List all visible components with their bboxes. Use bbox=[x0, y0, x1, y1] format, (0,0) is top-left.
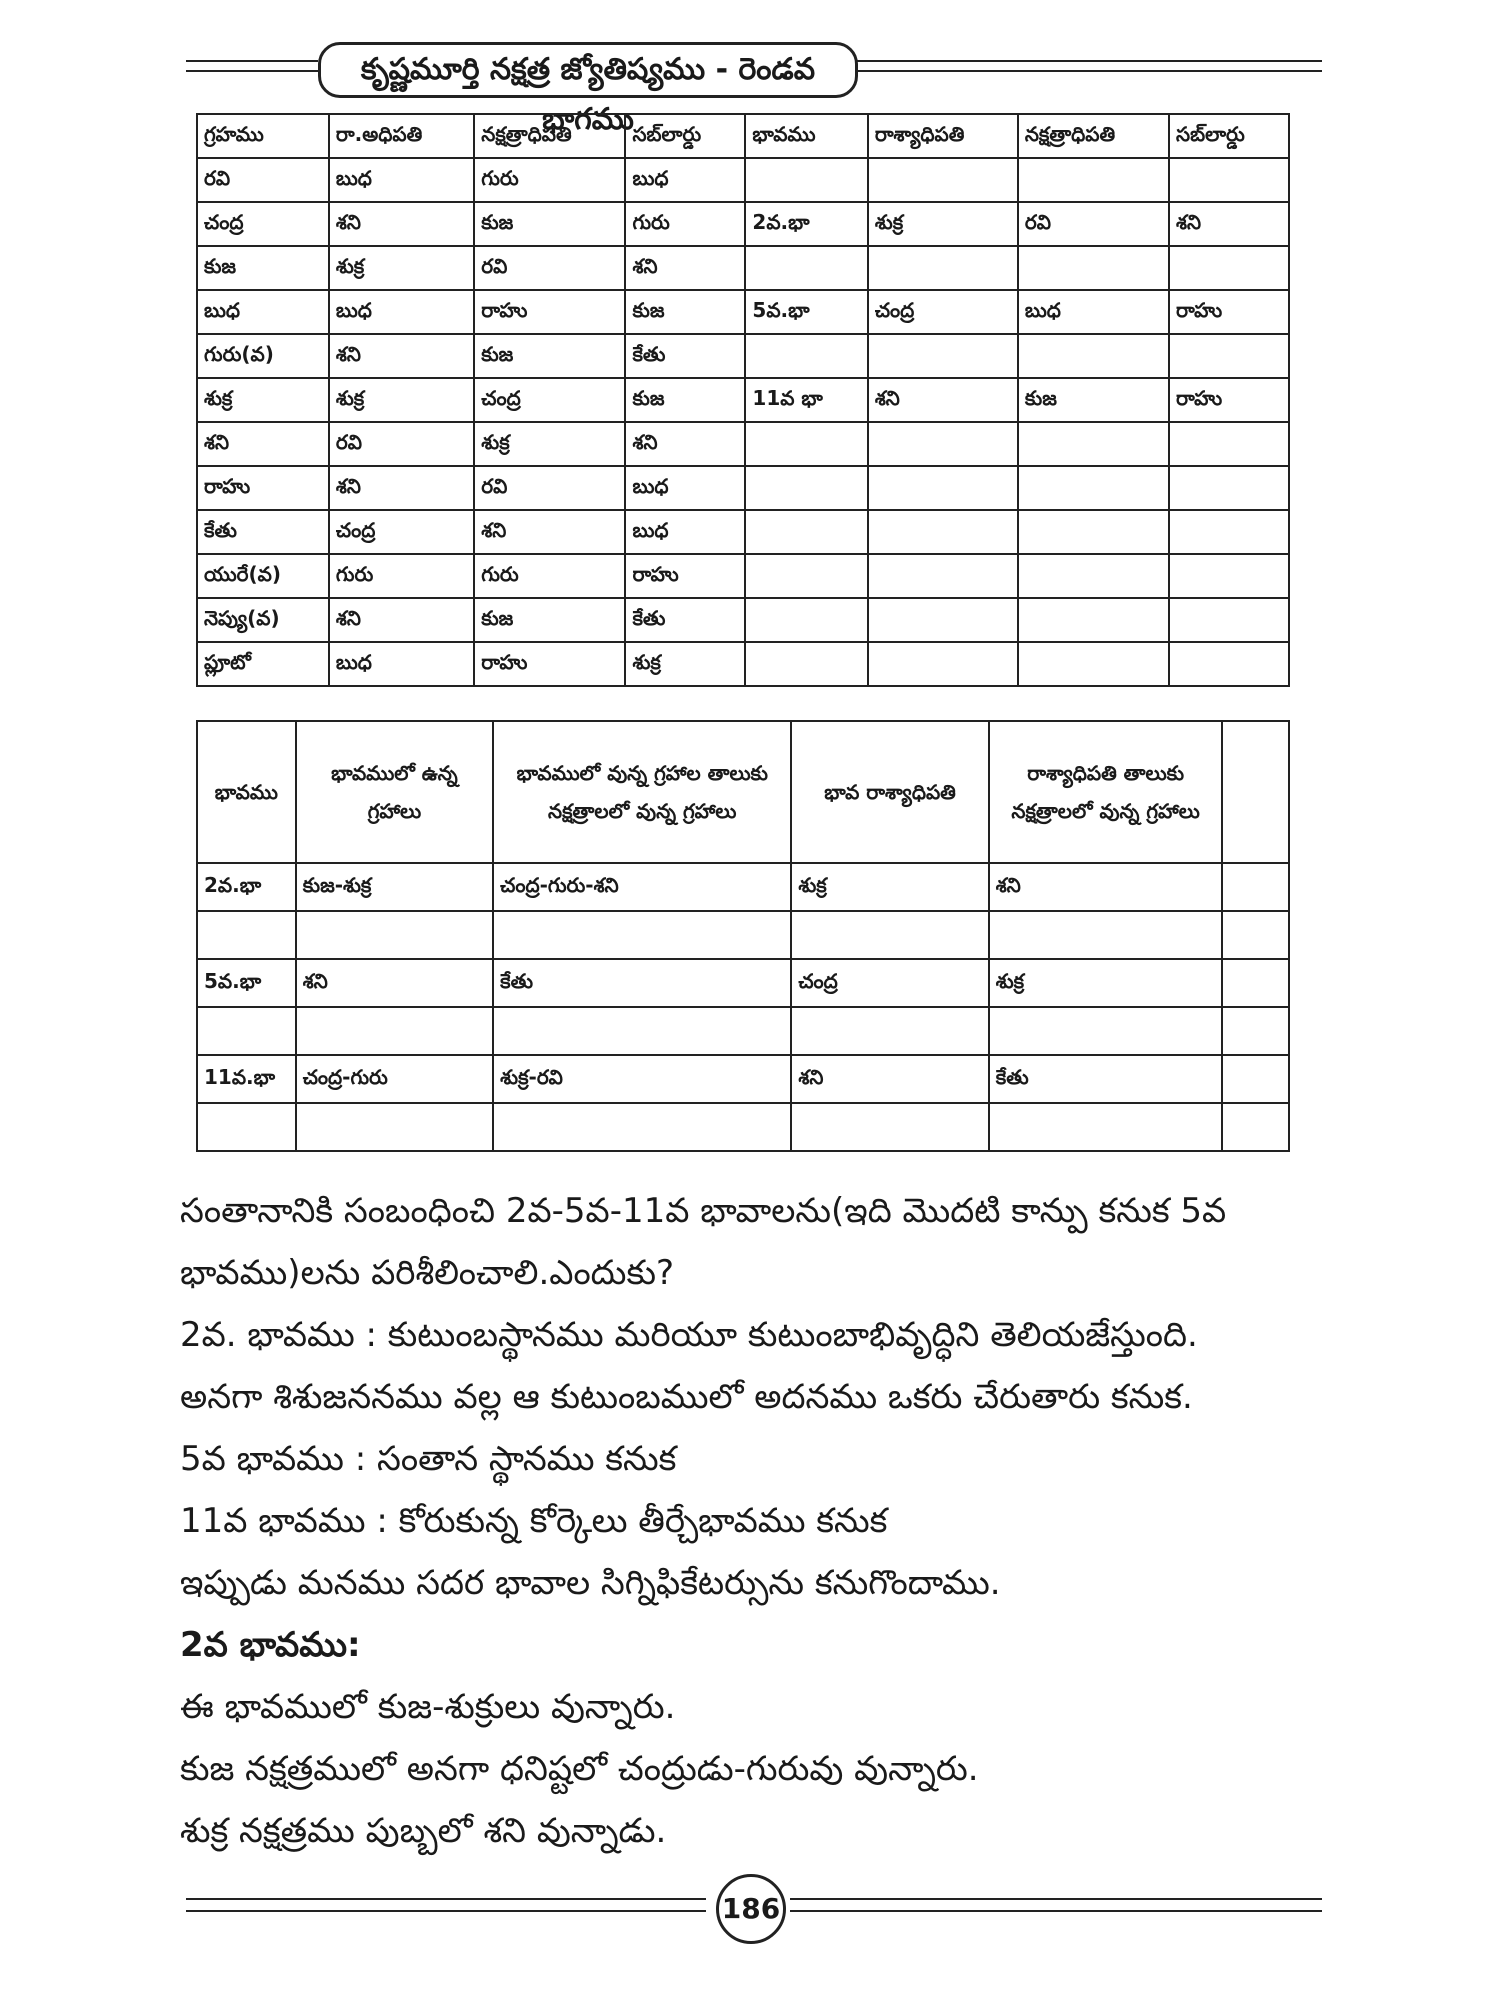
table-cell: శుక్ర bbox=[329, 378, 474, 422]
table-cell: కుజ bbox=[197, 246, 329, 290]
table-cell bbox=[493, 1007, 791, 1055]
table-cell: రాహు bbox=[625, 554, 745, 598]
table-row bbox=[197, 378, 1289, 422]
table-row bbox=[197, 959, 1289, 1007]
paragraph: 5వ భావము : సంతాన స్థానము కనుక bbox=[180, 1439, 677, 1479]
table-cell: శని bbox=[329, 202, 474, 246]
table-cell: రవి bbox=[329, 422, 474, 466]
table-cell: 2వ.భా bbox=[197, 863, 296, 911]
table-cell: శుక్ర bbox=[625, 642, 745, 686]
column-header: భావములో వున్న గ్రహాల తాలుకు నక్షత్రాలలో వున్న గ్రహాలు bbox=[493, 721, 791, 863]
table-cell: రవి bbox=[474, 466, 625, 510]
table-cell: శని bbox=[989, 863, 1223, 911]
table-cell: బుధ bbox=[197, 290, 329, 334]
table-cell: కుజ bbox=[474, 598, 625, 642]
table-cell bbox=[1018, 642, 1169, 686]
table-cell: చంద్ర bbox=[868, 290, 1018, 334]
table-cell bbox=[1169, 334, 1289, 378]
table-cell bbox=[1018, 422, 1169, 466]
table-row bbox=[197, 1007, 1289, 1055]
table-cell: 5వ.భా bbox=[197, 959, 296, 1007]
table-cell bbox=[745, 246, 867, 290]
column-header: సబ్‌లార్డు bbox=[625, 114, 745, 158]
column-header: గ్రహము bbox=[197, 114, 329, 158]
table-cell bbox=[1222, 1007, 1289, 1055]
table-cell: కేతు bbox=[625, 598, 745, 642]
table-cell: రవి bbox=[197, 158, 329, 202]
table-cell bbox=[989, 911, 1223, 959]
table-cell bbox=[745, 158, 867, 202]
table-cell bbox=[1222, 911, 1289, 959]
table-cell bbox=[1169, 466, 1289, 510]
table-cell: గురు bbox=[474, 158, 625, 202]
table-cell bbox=[868, 158, 1018, 202]
table-cell: రాహు bbox=[1169, 378, 1289, 422]
paragraph: కుజ నక్షత్రములో అనగా ధనిష్టలో చంద్రుడు-గురువు వున్నారు. bbox=[180, 1749, 979, 1789]
column-header: భావములో ఉన్న గ్రహాలు bbox=[296, 721, 493, 863]
table-cell: చంద్ర-గురు-శని bbox=[493, 863, 791, 911]
table-row bbox=[197, 1055, 1289, 1103]
column-header: రాశ్యాధిపతి bbox=[868, 114, 1018, 158]
table-cell bbox=[1169, 422, 1289, 466]
table-cell: శుక్ర bbox=[329, 246, 474, 290]
table-cell: కేతు bbox=[625, 334, 745, 378]
table-row bbox=[197, 598, 1289, 642]
table-cell bbox=[868, 334, 1018, 378]
column-header: రా.అధిపతి bbox=[329, 114, 474, 158]
table-cell bbox=[296, 911, 493, 959]
table-cell: యురే(వ) bbox=[197, 554, 329, 598]
table-cell: కేతు bbox=[197, 510, 329, 554]
table-cell: కుజ bbox=[474, 202, 625, 246]
table-cell bbox=[868, 554, 1018, 598]
table-cell: శని bbox=[1169, 202, 1289, 246]
table-cell: బుధ bbox=[625, 158, 745, 202]
table-cell: రవి bbox=[474, 246, 625, 290]
page-number: 186 bbox=[716, 1874, 786, 1944]
table-cell: గురు bbox=[474, 554, 625, 598]
house-significator-table bbox=[196, 720, 1290, 1152]
table-cell bbox=[868, 246, 1018, 290]
paragraph: శుక్ర నక్షత్రము పుబ్బలో శని వున్నాడు. bbox=[180, 1811, 667, 1851]
table-cell: చంద్ర bbox=[197, 202, 329, 246]
column-header: భావము bbox=[745, 114, 867, 158]
table-cell: బుధ bbox=[329, 158, 474, 202]
body-text bbox=[180, 1180, 1340, 1862]
table-cell bbox=[868, 598, 1018, 642]
table-cell bbox=[1169, 554, 1289, 598]
table-cell: బుధ bbox=[329, 290, 474, 334]
table-cell: శుక్ర-రవి bbox=[493, 1055, 791, 1103]
table-cell: శని bbox=[868, 378, 1018, 422]
table-cell: కుజ-శుక్ర bbox=[296, 863, 493, 911]
table-row bbox=[197, 334, 1289, 378]
table-cell bbox=[1169, 246, 1289, 290]
table-cell bbox=[1169, 510, 1289, 554]
table-row bbox=[197, 422, 1289, 466]
table-cell: బుధ bbox=[329, 642, 474, 686]
table-cell: కుజ bbox=[474, 334, 625, 378]
table-cell: గురు bbox=[329, 554, 474, 598]
table-cell: శుక్ర bbox=[197, 378, 329, 422]
column-header: సబ్‌లార్డు bbox=[1169, 114, 1289, 158]
table-cell: కుజ bbox=[625, 290, 745, 334]
table-row bbox=[197, 202, 1289, 246]
footer-rule-right-2 bbox=[790, 1910, 1322, 1912]
table-cell: రవి bbox=[1018, 202, 1169, 246]
paragraph: 11వ భావము : కోరుకున్న కోర్కెలు తీర్చేభావము కనుక bbox=[180, 1501, 888, 1541]
table-cell bbox=[296, 1103, 493, 1151]
column-header bbox=[1222, 721, 1289, 863]
table-cell: శని bbox=[791, 1055, 988, 1103]
table-cell bbox=[745, 422, 867, 466]
table-header-row bbox=[197, 721, 1289, 863]
table-cell bbox=[989, 1103, 1223, 1151]
column-header: నక్షత్రాధిపతి bbox=[1018, 114, 1169, 158]
table-cell bbox=[1018, 466, 1169, 510]
table-row bbox=[197, 1103, 1289, 1151]
table-cell: శని bbox=[625, 422, 745, 466]
table-cell bbox=[296, 1007, 493, 1055]
table-cell bbox=[1222, 863, 1289, 911]
table-cell: శుక్ర bbox=[868, 202, 1018, 246]
table-cell bbox=[745, 642, 867, 686]
table-cell: బుధ bbox=[1018, 290, 1169, 334]
table-cell bbox=[1018, 158, 1169, 202]
table-cell: కేతు bbox=[493, 959, 791, 1007]
table-cell bbox=[791, 1103, 988, 1151]
table-cell bbox=[745, 334, 867, 378]
header-rule-left-1 bbox=[186, 60, 318, 62]
table-cell: గురు(వ) bbox=[197, 334, 329, 378]
table-header-row bbox=[197, 114, 1289, 158]
table-cell: చంద్ర bbox=[474, 378, 625, 422]
table-cell: రాహు bbox=[1169, 290, 1289, 334]
table-cell: శని bbox=[625, 246, 745, 290]
table-cell bbox=[745, 598, 867, 642]
table-cell bbox=[745, 466, 867, 510]
table-cell: కుజ bbox=[1018, 378, 1169, 422]
table-cell: శని bbox=[329, 466, 474, 510]
table-row bbox=[197, 158, 1289, 202]
paragraph: ఇప్పుడు మనము సదర భావాల సిగ్నిఫికేటర్సును కనుగొందాము. bbox=[180, 1563, 1001, 1603]
paragraph: సంతానానికి సంబంధించి 2వ-5వ-11వ భావాలను(ఇది మొదటి కాన్పు కనుక 5వ bbox=[180, 1191, 1227, 1231]
table-cell: కుజ bbox=[625, 378, 745, 422]
table-cell bbox=[493, 911, 791, 959]
table-cell: బుధ bbox=[625, 510, 745, 554]
table-cell bbox=[1222, 959, 1289, 1007]
header-rule-right-1 bbox=[852, 60, 1322, 62]
table-cell: బుధ bbox=[625, 466, 745, 510]
table-cell bbox=[989, 1007, 1223, 1055]
table-row bbox=[197, 246, 1289, 290]
table-cell: శుక్ర bbox=[474, 422, 625, 466]
table-cell: చంద్ర bbox=[329, 510, 474, 554]
paragraph: 2వ. భావము : కుటుంబస్థానము మరియూ కుటుంబాభివృద్ధిని తెలియజేస్తుంది. bbox=[180, 1315, 1198, 1355]
table-cell bbox=[868, 642, 1018, 686]
table-cell bbox=[197, 1007, 296, 1055]
table-cell bbox=[1018, 510, 1169, 554]
table-cell: రాహు bbox=[474, 642, 625, 686]
table-cell bbox=[791, 1007, 988, 1055]
column-header: భావము bbox=[197, 721, 296, 863]
table-cell bbox=[1169, 598, 1289, 642]
table-cell bbox=[1018, 334, 1169, 378]
table-cell: 11వ.భా bbox=[197, 1055, 296, 1103]
footer-rule-right-1 bbox=[790, 1898, 1322, 1900]
table-row bbox=[197, 554, 1289, 598]
table-cell: శుక్ర bbox=[791, 863, 988, 911]
table-cell: రాహు bbox=[474, 290, 625, 334]
table-cell: రాహు bbox=[197, 466, 329, 510]
table-cell: కేతు bbox=[989, 1055, 1223, 1103]
column-header: భావ రాశ్యాధిపతి bbox=[791, 721, 988, 863]
table-row bbox=[197, 510, 1289, 554]
table-cell: చంద్ర bbox=[791, 959, 988, 1007]
table-row bbox=[197, 642, 1289, 686]
table-cell bbox=[868, 510, 1018, 554]
table-cell bbox=[197, 911, 296, 959]
table-cell: ప్లూటో bbox=[197, 642, 329, 686]
table-cell: శుక్ర bbox=[989, 959, 1223, 1007]
table-row bbox=[197, 290, 1289, 334]
table-cell bbox=[197, 1103, 296, 1151]
table-cell: గురు bbox=[625, 202, 745, 246]
table-cell: 11వ భా bbox=[745, 378, 867, 422]
table-cell bbox=[1169, 158, 1289, 202]
table-cell: నెప్యు(వ) bbox=[197, 598, 329, 642]
table-cell bbox=[1222, 1103, 1289, 1151]
table-cell: శని bbox=[329, 598, 474, 642]
table-cell: శని bbox=[329, 334, 474, 378]
table-cell: చంద్ర-గురు bbox=[296, 1055, 493, 1103]
column-header: నక్షత్రాధిపతి bbox=[474, 114, 625, 158]
table-cell bbox=[791, 911, 988, 959]
footer-rule-left-2 bbox=[186, 1910, 706, 1912]
table-cell bbox=[745, 554, 867, 598]
header-rule-left-2 bbox=[186, 70, 318, 72]
table-cell: శని bbox=[197, 422, 329, 466]
page-title: కృష్ణమూర్తి నక్షత్ర జ్యోతిష్యము - రెండవ భాగము bbox=[318, 42, 858, 98]
planet-significator-table bbox=[196, 113, 1290, 687]
table-cell bbox=[1169, 642, 1289, 686]
table-row bbox=[197, 911, 1289, 959]
table-cell bbox=[1018, 554, 1169, 598]
table-cell bbox=[1018, 598, 1169, 642]
table-row bbox=[197, 466, 1289, 510]
table-cell: శని bbox=[474, 510, 625, 554]
table-cell: 5వ.భా bbox=[745, 290, 867, 334]
table-row bbox=[197, 863, 1289, 911]
table-cell bbox=[1018, 246, 1169, 290]
table-cell bbox=[868, 422, 1018, 466]
paragraph: అనగా శిశుజననము వల్ల ఆ కుటుంబములో అదనము ఒకరు చేరుతారు కనుక. bbox=[180, 1377, 1193, 1417]
header-rule-right-2 bbox=[852, 70, 1322, 72]
column-header: రాశ్యాధిపతి తాలుకు నక్షత్రాలలో వున్న గ్రహాలు bbox=[989, 721, 1223, 863]
table-cell bbox=[493, 1103, 791, 1151]
table-cell: శని bbox=[296, 959, 493, 1007]
section-heading: 2వ భావము: bbox=[180, 1625, 361, 1665]
paragraph: ఈ భావములో కుజ-శుక్రులు వున్నారు. bbox=[180, 1687, 676, 1727]
table-cell bbox=[745, 510, 867, 554]
paragraph: భావము)లను పరిశీలించాలి.ఎందుకు? bbox=[180, 1253, 675, 1293]
table-cell bbox=[1222, 1055, 1289, 1103]
table-cell bbox=[868, 466, 1018, 510]
table-cell: 2వ.భా bbox=[745, 202, 867, 246]
footer-rule-left-1 bbox=[186, 1898, 706, 1900]
